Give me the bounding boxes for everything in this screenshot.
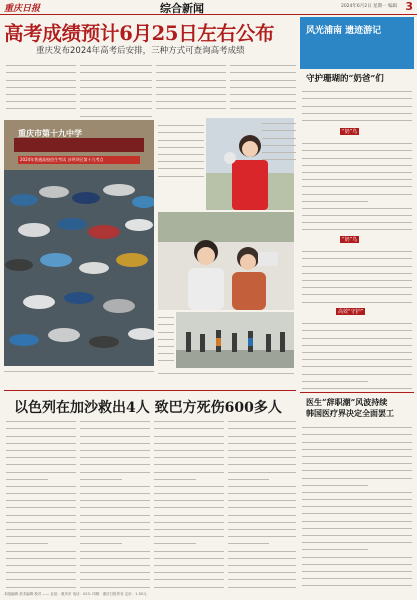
body-text-line [230, 110, 296, 115]
body-text-line [154, 466, 224, 472]
body-text-line [154, 430, 224, 436]
body-text-line [302, 587, 412, 588]
body-text-line [158, 127, 204, 133]
body-text-line [302, 152, 412, 158]
page-number: 3 [405, 0, 413, 13]
body-text-line [154, 452, 224, 458]
lead-body-col-4 [230, 60, 296, 115]
body-text-line [302, 181, 412, 187]
body-text-line [80, 538, 122, 544]
body-text-line [302, 275, 412, 281]
body-text-line [6, 82, 76, 88]
body-text-line [6, 495, 76, 501]
body-text-line [6, 67, 76, 73]
body-text-line [6, 545, 76, 551]
body-text-line [6, 89, 76, 95]
body-text-line [6, 74, 76, 80]
body-text-line [228, 502, 296, 508]
body-text-line [6, 567, 76, 573]
photo-exam-crowd [4, 120, 154, 366]
body-text-line [80, 452, 150, 458]
body-text-line [6, 524, 76, 530]
body-text-line [6, 517, 76, 523]
body-text-line [302, 108, 412, 114]
body-text-line [158, 134, 204, 140]
body-text-line [302, 145, 412, 151]
body-text-line [154, 502, 224, 508]
body-text-line [302, 246, 412, 252]
body-text-line [230, 103, 296, 109]
body-text-line [6, 502, 76, 508]
body-text-line [80, 82, 152, 88]
body-text-line [302, 508, 412, 514]
lead-headline: 高考成绩预计6月25日左右公布 [4, 22, 275, 45]
body-text-line [302, 368, 412, 374]
body-text-line [158, 156, 204, 162]
photo-school-sign: 重庆市第十九中学 [18, 128, 82, 138]
body-text-line [302, 296, 412, 302]
body-text-line [302, 100, 412, 106]
body-text-line [158, 319, 174, 325]
body-text-line [230, 89, 296, 95]
body-text-line [6, 60, 76, 66]
body-text-line [302, 422, 412, 428]
body-text-line [80, 74, 152, 80]
lead-body-col-6 [158, 312, 174, 368]
body-text-line [262, 140, 296, 146]
issue-meta: 2024年6月2日 星期一 编辑 [340, 4, 397, 9]
body-text-line [154, 560, 224, 566]
body-text-line [156, 96, 226, 102]
body-text-line [154, 459, 224, 465]
body-text-line [80, 581, 150, 587]
body-text-line [158, 362, 174, 368]
lead-subhead: 重庆发布2024年高考后安排，三种方式可查询高考成绩 [36, 46, 245, 56]
body-text-line [158, 163, 204, 169]
body-text-line [154, 438, 224, 444]
body-text-line [154, 416, 224, 422]
body-text-line [302, 253, 412, 259]
body-text-line [6, 574, 76, 580]
body-text-line [80, 517, 150, 523]
body-text-line [156, 67, 226, 73]
body-text-line [302, 501, 412, 507]
body-text-line [302, 115, 412, 121]
body-text-line [302, 361, 412, 367]
body-text-line [230, 96, 296, 102]
body-text-line [262, 154, 296, 160]
body-text-line [302, 480, 368, 486]
body-text-line [302, 515, 412, 521]
body-text-line [228, 416, 296, 422]
body-text-line [302, 289, 412, 295]
body-text-line [80, 524, 150, 530]
body-text-line [302, 188, 412, 194]
body-text-line [302, 347, 412, 353]
right-divider [300, 392, 414, 393]
second-body-col-2 [80, 416, 150, 588]
body-text-line [158, 178, 186, 181]
body-text-line [302, 340, 412, 346]
body-text-line [158, 348, 174, 354]
body-text-line [228, 531, 296, 537]
body-text-line [80, 560, 150, 566]
body-text-line [154, 531, 224, 537]
body-text-line [302, 318, 412, 324]
body-text-line [230, 60, 296, 66]
masthead [0, 0, 417, 15]
photo-caption-2 [158, 370, 294, 380]
body-text-line [228, 452, 296, 458]
body-text-line [228, 423, 296, 429]
body-text-line [80, 545, 150, 551]
body-text-line [302, 458, 412, 464]
body-text-line [6, 438, 76, 444]
right-banner [300, 17, 414, 69]
body-text-line [262, 118, 296, 124]
body-text-line [228, 567, 296, 573]
body-text-line [154, 495, 224, 501]
body-text-line [302, 203, 412, 209]
body-text-line [6, 445, 76, 451]
body-text-line [228, 495, 296, 501]
body-text-line [262, 147, 296, 153]
body-text-line [302, 544, 368, 550]
article1-title: 守护珊瑚的“奶爸”们 [306, 74, 384, 84]
body-text-line [6, 560, 76, 566]
lead-body-col-5 [158, 120, 204, 180]
body-text-line [302, 332, 412, 338]
article1-body-3 [302, 246, 412, 306]
body-text-line [80, 474, 122, 480]
second-body-col-1 [6, 416, 76, 588]
body-text-line [230, 67, 296, 73]
body-text-line [80, 67, 152, 73]
body-text-line [156, 60, 226, 66]
body-text-line [80, 96, 152, 102]
body-text-line [302, 573, 412, 579]
photo-family-art [158, 212, 294, 310]
body-text-line [154, 488, 224, 494]
body-text-line [302, 354, 412, 360]
section-divider [4, 390, 296, 391]
body-text-line [158, 334, 174, 340]
body-text-line [156, 103, 226, 109]
body-text-line [302, 487, 412, 493]
body-text-line [302, 465, 412, 471]
body-text-line [158, 341, 174, 347]
page-footer: 本版编辑 美术编辑 校对 —— 社址：重庆市 电话：023- 印刷：重庆日报印务 定价：1.50元 [4, 592, 147, 596]
article1-chip-1: “奶”鸟 [342, 129, 358, 135]
body-text-line [228, 466, 296, 472]
lead-body-col-3 [156, 60, 226, 115]
body-text-line [158, 355, 174, 361]
body-text-line [154, 474, 196, 480]
body-text-line [228, 509, 296, 515]
lead-body-col-2 [80, 60, 152, 120]
newspaper-logo: 重庆日报 [4, 4, 41, 14]
body-text-line [228, 474, 269, 480]
section-title: 综合新闻 [160, 2, 204, 15]
body-text-line [262, 132, 296, 138]
body-text-line [302, 174, 412, 180]
body-text-line [80, 531, 150, 537]
article1-chip-2: “奶”鸟 [342, 237, 358, 243]
body-text-line [302, 494, 412, 500]
body-text-line [6, 488, 76, 494]
body-text-line [302, 231, 412, 234]
body-text-line [154, 517, 224, 523]
article1-body-2 [302, 138, 412, 234]
article1-body-4 [302, 318, 412, 390]
body-text-line [80, 459, 150, 465]
second-body-col-3 [154, 416, 224, 588]
body-text-line [228, 438, 296, 444]
body-text-line [230, 74, 296, 80]
body-text-line [80, 103, 152, 109]
body-text-line [302, 224, 412, 230]
body-text-line [154, 509, 224, 515]
body-text-line [154, 423, 224, 429]
body-text-line [6, 103, 76, 109]
body-text-line [302, 551, 412, 557]
body-text-line [228, 560, 296, 566]
body-text-line [228, 524, 296, 530]
body-text-line [80, 110, 152, 116]
body-text-line [6, 509, 76, 515]
body-text-line [80, 567, 150, 573]
body-text-line [6, 466, 76, 472]
body-text-line [302, 376, 368, 382]
body-text-line [262, 161, 296, 162]
body-text-line [156, 74, 226, 80]
body-text-line [302, 580, 412, 586]
body-text-line [302, 429, 412, 435]
body-text-line [6, 481, 76, 487]
body-text-line [154, 481, 224, 487]
body-text-line [228, 553, 296, 559]
body-text-line [302, 325, 412, 331]
body-text-line [302, 444, 412, 450]
body-text-line [80, 574, 150, 580]
body-text-line [302, 451, 412, 457]
body-text-line [302, 268, 412, 274]
article2-title-line1: 医生“辞职潮”风波持续 [306, 397, 388, 407]
body-text-line [80, 423, 150, 429]
body-text-line [156, 89, 226, 95]
body-text-line [80, 445, 150, 451]
body-text-line [80, 509, 150, 515]
body-text-line [302, 436, 412, 442]
body-text-line [302, 196, 368, 202]
body-text-line [158, 312, 174, 318]
body-text-line [302, 566, 412, 572]
body-text-line [158, 149, 204, 155]
body-text-line [80, 438, 150, 444]
body-text-line [262, 125, 296, 131]
photo-caption-1 [4, 368, 154, 378]
article2-title-line2: 韩国医疗界决定全面罢工 [306, 408, 394, 418]
body-text-line [156, 82, 226, 88]
body-text-line [80, 502, 150, 508]
body-text-line [80, 495, 150, 501]
body-text-line [302, 523, 412, 529]
body-text-line [80, 430, 150, 436]
body-text-line [228, 430, 296, 436]
body-text-line [302, 217, 412, 223]
body-text-line [154, 574, 224, 580]
body-text-line [80, 60, 152, 66]
body-text-line [6, 581, 76, 587]
body-text-line [302, 537, 412, 543]
article1-chip-3: 高效“守护” [338, 309, 364, 315]
body-text-line [302, 282, 412, 288]
body-text-line [228, 488, 296, 494]
body-text-line [154, 538, 196, 544]
body-text-line [6, 430, 76, 436]
photo-exam-banner: 2024年普通高校招生考试 沙坪坝区第十九考点 [20, 157, 104, 162]
body-text-line [6, 531, 76, 537]
body-text-line [154, 567, 224, 573]
body-text-line [80, 481, 150, 487]
body-text-line [302, 160, 412, 166]
body-text-line [228, 445, 296, 451]
body-text-line [302, 472, 412, 478]
body-text-line [80, 466, 150, 472]
body-text-line [302, 210, 412, 216]
article2-body [302, 422, 412, 588]
body-text-line [156, 110, 226, 115]
article1-body-1 [302, 86, 412, 126]
body-text-line [6, 96, 76, 102]
body-text-line [302, 122, 412, 126]
body-text-line [230, 82, 296, 88]
body-text-line [6, 538, 48, 544]
photo-street-crowd [176, 312, 294, 368]
body-text-line [302, 383, 412, 389]
body-text-line [228, 517, 296, 523]
body-text-line [6, 416, 76, 422]
body-text-line [228, 581, 296, 587]
body-text-line [228, 481, 296, 487]
right-banner-title: 风光浦南 遗迹游记 [306, 26, 382, 36]
body-text-line [6, 452, 76, 458]
lead-body-col-1 [6, 60, 76, 115]
body-text-line [6, 474, 48, 480]
body-text-line [302, 260, 412, 266]
body-text-line [158, 326, 174, 332]
body-text-line [302, 138, 412, 144]
second-headline: 以色列在加沙救出4人 致巴方死伤600多人 [14, 400, 282, 416]
body-text-line [228, 545, 296, 551]
body-text-line [154, 445, 224, 451]
body-text-line [6, 110, 76, 115]
body-text-line [80, 488, 150, 494]
body-text-line [302, 530, 412, 536]
body-text-line [302, 167, 412, 173]
body-text-line [302, 86, 412, 92]
body-text-line [158, 142, 204, 148]
body-text-line [228, 538, 269, 544]
body-text-line [154, 524, 224, 530]
body-text-line [154, 581, 224, 587]
photo-street-crowd-art [176, 312, 294, 368]
second-body-col-4 [228, 416, 296, 588]
body-text-line [154, 545, 224, 551]
photo-family [158, 212, 294, 310]
body-text-line [302, 93, 412, 99]
body-text-line [302, 304, 368, 307]
body-text-line [80, 553, 150, 559]
body-text-line [154, 553, 224, 559]
body-text-line [158, 170, 204, 176]
photo-student-caption [262, 118, 296, 162]
body-text-line [6, 459, 76, 465]
body-text-line [6, 553, 76, 559]
body-text-line [80, 89, 152, 95]
body-text-line [302, 559, 412, 565]
body-text-line [158, 120, 204, 126]
body-text-line [6, 423, 76, 429]
body-text-line [228, 574, 296, 580]
body-text-line [228, 459, 296, 465]
body-text-line [80, 416, 150, 422]
